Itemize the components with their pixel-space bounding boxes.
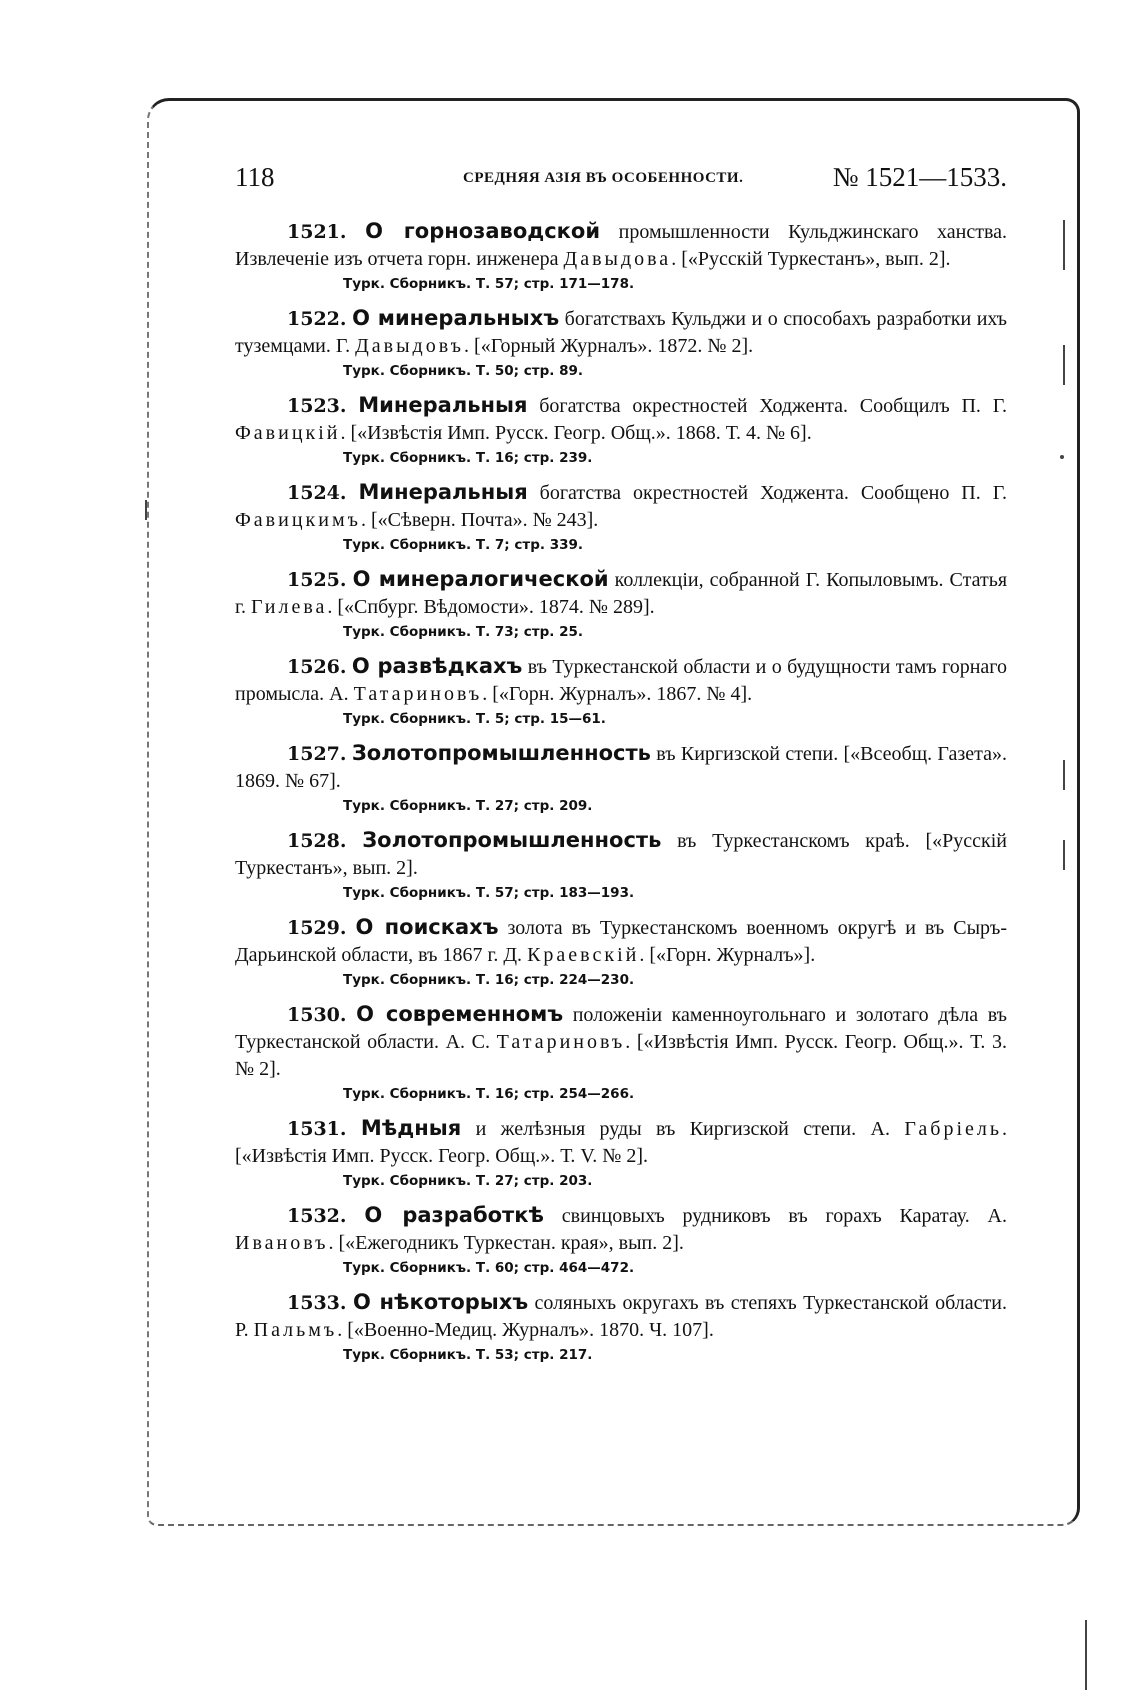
entry-keyword: О разработкѣ — [364, 1203, 544, 1227]
entry-source: Турк. Сборникъ. Т. 5; стр. 15—61. — [343, 711, 606, 727]
bibliography-entry — [235, 305, 1007, 382]
bibliography-entry — [235, 392, 1007, 469]
entry-body: золота въ Туркестанскомъ военномъ округѣ и въ Сыръ-Дарьинской области, въ 1867 г. Д. — [235, 917, 1008, 966]
entry-keyword: О горнозаводской — [365, 219, 601, 243]
entry-text — [235, 1202, 1007, 1257]
entry-citation: . [«Ежегодникъ Туркестан. края», вып. 2]. — [328, 1232, 684, 1254]
entry-source: Турк. Сборникъ. Т. 53; стр. 217. — [343, 1347, 593, 1363]
entry-author: Габріель — [904, 1118, 1002, 1140]
entry-citation: . [«Извѣстія Имп. Русск. Геогр. Общ.». Т. 3. № 2]. — [235, 1031, 1007, 1080]
entry-number: 1533. — [287, 1292, 347, 1314]
entry-source: Турк. Сборникъ. Т. 16; стр. 239. — [343, 450, 593, 466]
running-title: СРЕДНЯЯ АЗІЯ ВЪ ОСОБЕННОСТИ. — [463, 170, 744, 186]
bibliography-entry — [235, 827, 1007, 904]
bibliography-entry — [235, 653, 1007, 730]
margin-mark — [1063, 345, 1065, 385]
entry-number: 1532. — [287, 1205, 347, 1227]
entry-keyword: Минеральныя — [358, 393, 528, 417]
entry-text — [235, 1289, 1007, 1344]
entry-text — [235, 740, 1007, 795]
entry-citation: . [«Русскій Туркестанъ», вып. 2]. — [671, 248, 951, 270]
entry-body: богатства окрестностей Ходжента. Сообщено П. Г. — [527, 482, 1008, 504]
entry-text — [235, 218, 1007, 273]
entry-keyword: Минеральныя — [358, 480, 528, 504]
entry-citation: . [«Горный Журналъ». 1872. № 2]. — [464, 335, 754, 357]
entry-source: Турк. Сборникъ. Т. 50; стр. 89. — [343, 363, 584, 379]
entry-author: Давыдовъ — [355, 335, 465, 357]
bibliography-list — [235, 218, 1007, 1376]
entry-number: 1524. — [287, 482, 347, 504]
entry-citation: . [«Горн. Журналъ»]. — [639, 944, 816, 966]
entry-keyword: О поискахъ — [355, 915, 499, 939]
entry-number: 1529. — [287, 917, 347, 939]
entry-range: № 1521—1533. — [832, 162, 1007, 192]
margin-mark — [1060, 455, 1064, 459]
page-number: 118 — [235, 162, 275, 192]
entry-body: промышленности Кульджинскаго ханства. Извлеченіе изъ отчета горн. инженера — [235, 221, 1007, 270]
entry-text — [235, 827, 1007, 882]
entry-author: Пальмъ — [253, 1319, 338, 1341]
entry-body: въ Туркестанской области и о будущности тамъ горнаго промысла. А. — [235, 656, 1007, 705]
entry-source: Турк. Сборникъ. Т. 16; стр. 224—230. — [343, 972, 635, 988]
entry-source: Турк. Сборникъ. Т. 16; стр. 254—266. — [343, 1086, 635, 1102]
entry-number: 1522. — [287, 308, 347, 330]
entry-author: Ивановъ — [235, 1232, 329, 1254]
entry-citation: . [«Военно-Медиц. Журналъ». 1870. Ч. 107]. — [337, 1319, 714, 1341]
entry-body: положеніи каменноугольнаго и золотаго дѣла въ Туркестанской области. А. С. — [235, 1004, 1007, 1053]
bibliography-entry — [235, 1001, 1007, 1105]
bibliography-entry — [235, 479, 1007, 556]
entry-source: Турк. Сборникъ. Т. 27; стр. 209. — [343, 798, 593, 814]
margin-mark — [1063, 760, 1065, 790]
entry-text — [235, 653, 1007, 708]
entry-keyword: О минеральныхъ — [352, 306, 560, 330]
entry-number: 1530. — [287, 1004, 347, 1026]
entry-author: Гилева — [250, 596, 328, 618]
entry-keyword: О развѣдкахъ — [351, 654, 523, 678]
margin-mark — [1063, 220, 1065, 270]
entry-body: соляныхъ округахъ въ степяхъ Туркестанской области. Р. — [235, 1292, 1007, 1341]
entry-number: 1531. — [287, 1118, 347, 1140]
entry-number: 1525. — [287, 569, 347, 591]
margin-mark — [145, 500, 147, 520]
entry-body: въ Киргизской степи. [«Всеобщ. Газета». 1869. № 67]. — [235, 743, 1007, 792]
entry-author: Фавицкимъ — [235, 509, 361, 531]
entry-source: Турк. Сборникъ. Т. 60; стр. 464—472. — [343, 1260, 635, 1276]
entry-text — [235, 305, 1007, 360]
entry-author: Татариновъ — [353, 683, 483, 705]
bibliography-entry — [235, 1289, 1007, 1366]
page-header — [235, 162, 1007, 196]
entry-author: Краевскій — [527, 944, 640, 966]
entry-keyword: Золотопромышленность — [351, 741, 651, 765]
entry-citation: . [«Спбург. Вѣдомости». 1874. № 289]. — [327, 596, 655, 618]
entry-text — [235, 1001, 1007, 1083]
bibliography-entry — [235, 218, 1007, 295]
entry-body: въ Туркестанскомъ краѣ. [«Русскій Туркестанъ», вып. 2]. — [235, 830, 1007, 879]
entry-keyword: О минералогической — [352, 567, 609, 591]
entry-text — [235, 566, 1007, 621]
entry-number: 1526. — [287, 656, 347, 678]
bibliography-entry — [235, 1202, 1007, 1279]
entry-text — [235, 914, 1007, 969]
entry-text — [235, 392, 1007, 447]
entry-citation: . [«Горн. Журналъ». 1867. № 4]. — [482, 683, 753, 705]
entry-number: 1528. — [287, 830, 347, 852]
entry-keyword: Мѣдныя — [360, 1116, 462, 1140]
entry-author: Фавицкій — [235, 422, 341, 444]
margin-mark — [1085, 1620, 1087, 1690]
entry-source: Турк. Сборникъ. Т. 73; стр. 25. — [343, 624, 584, 640]
entry-keyword: О нѣкоторыхъ — [352, 1290, 529, 1314]
entry-number: 1523. — [287, 395, 347, 417]
entry-source: Турк. Сборникъ. Т. 27; стр. 203. — [343, 1173, 593, 1189]
entry-author: Давыдова — [563, 248, 672, 270]
entry-citation: . [«Сѣверн. Почта». № 243]. — [360, 509, 599, 531]
entry-body: богатства окрестностей Ходжента. Сообщилъ П. Г. — [527, 395, 1007, 417]
entry-text — [235, 1115, 1007, 1170]
entry-keyword: О современномъ — [356, 1002, 564, 1026]
margin-mark — [1063, 840, 1065, 870]
entry-number: 1521. — [287, 221, 347, 243]
entry-number: 1527. — [287, 743, 347, 765]
entry-keyword: Золотопромышленность — [362, 828, 662, 852]
entry-body: свинцовыхъ рудниковъ въ горахъ Каратау. А. — [543, 1205, 1007, 1227]
entry-citation: . [«Извѣстія Имп. Русск. Геогр. Общ.». 1868. Т. 4. № 6]. — [340, 422, 812, 444]
entry-source: Турк. Сборникъ. Т. 57; стр. 183—193. — [343, 885, 635, 901]
bibliography-entry — [235, 566, 1007, 643]
entry-citation: . [«Извѣстія Имп. Русск. Геогр. Общ.». Т. V. № 2]. — [235, 1118, 1007, 1167]
entry-body: коллекціи, собранной Г. Копыловымъ. Статья г. — [235, 569, 1008, 618]
entry-author: Татариновъ — [496, 1031, 626, 1053]
bibliography-entry — [235, 914, 1007, 991]
bibliography-entry — [235, 740, 1007, 817]
entry-source: Турк. Сборникъ. Т. 57; стр. 171—178. — [343, 276, 635, 292]
entry-text — [235, 479, 1007, 534]
bibliography-entry — [235, 1115, 1007, 1192]
entry-source: Турк. Сборникъ. Т. 7; стр. 339. — [343, 537, 584, 553]
entry-body: богатствахъ Кульджи и о способахъ разработки ихъ туземцами. Г. — [235, 308, 1008, 357]
entry-body: и желѣзныя руды въ Киргизской степи. А. — [461, 1118, 905, 1140]
